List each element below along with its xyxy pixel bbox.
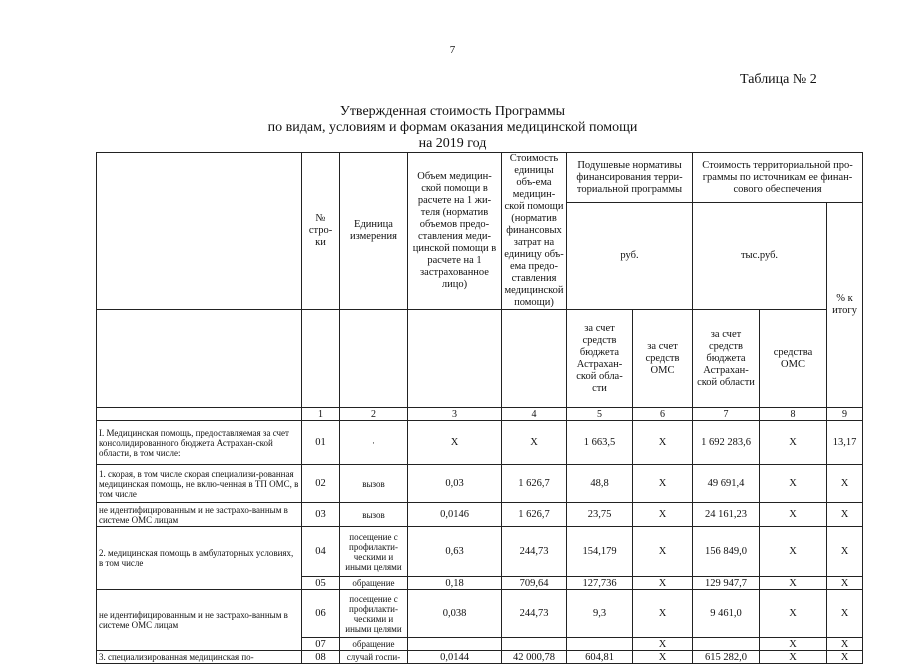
row-percent: Х [827, 638, 863, 651]
row-oms-per-capita: Х [633, 577, 693, 590]
row-budget-total: 615 282,0 [693, 651, 760, 664]
row-cost: 42 000,78 [502, 651, 567, 664]
table-row [97, 503, 863, 527]
column-number: 3 [408, 408, 502, 421]
row-oms-total: Х [760, 638, 827, 651]
table-label: Таблица № 2 [740, 72, 817, 87]
document-title [0, 104, 905, 152]
row-percent: Х [827, 503, 863, 527]
row-budget-per-capita: 604,81 [567, 651, 633, 664]
title-line-2: по видам, условиям и формам оказания медицинской помощи [267, 120, 638, 135]
row-percent: Х [827, 590, 863, 638]
row-budget-total: 129 947,7 [693, 577, 760, 590]
row-budget-per-capita [567, 638, 633, 651]
table-row [97, 590, 863, 638]
column-number [97, 408, 302, 421]
column-number: 9 [827, 408, 863, 421]
row-unit: · [340, 421, 408, 465]
row-no: 08 [302, 651, 340, 664]
row-oms-per-capita: Х [633, 503, 693, 527]
table-row [97, 527, 863, 577]
header-volume: Объем медицин-ской помощи в расчете на 1 жи-теля (норматив объемов предо-ставления меди-цинской помощи в расчете на 1 застрахованное лицо) [408, 153, 502, 310]
row-no: 04 [302, 527, 340, 577]
row-oms-total: Х [760, 590, 827, 638]
column-number: 6 [633, 408, 693, 421]
row-unit: обращение [340, 577, 408, 590]
header-row-no-cont [302, 310, 340, 408]
page-number: 7 [449, 44, 456, 56]
header-name-empty-2 [97, 310, 302, 408]
header-thousand-rub: тыс.руб. [693, 203, 827, 310]
row-oms-total: Х [760, 651, 827, 664]
row-budget-total: 156 849,0 [693, 527, 760, 577]
row-volume [408, 638, 502, 651]
row-oms-total: Х [760, 503, 827, 527]
row-oms-per-capita: Х [633, 638, 693, 651]
row-percent: Х [827, 651, 863, 664]
header-rub: руб. [567, 203, 693, 310]
row-budget-per-capita: 154,179 [567, 527, 633, 577]
row-oms-total: Х [760, 527, 827, 577]
row-oms-per-capita: Х [633, 527, 693, 577]
row-budget-per-capita: 1 663,5 [567, 421, 633, 465]
column-number: 8 [760, 408, 827, 421]
row-budget-per-capita: 127,736 [567, 577, 633, 590]
row-name: 3. специализированная медицинская по- [97, 651, 302, 664]
header-per-capita: Подушевые нормативы финансирования терри-ториальной программы [567, 153, 693, 203]
row-cost: 1 626,7 [502, 503, 567, 527]
header-cost-cont [502, 310, 567, 408]
row-cost: 1 626,7 [502, 465, 567, 503]
header-oms-total: средства ОМС [760, 310, 827, 408]
row-unit: посещение с профилакти-ческими и иными целями [340, 590, 408, 638]
row-oms-total: Х [760, 577, 827, 590]
table-row [97, 421, 863, 465]
row-unit: случай госпи- [340, 651, 408, 664]
title-line-3: на 2019 год [418, 136, 487, 151]
row-no: 02 [302, 465, 340, 503]
header-territorial: Стоимость территориальной про-граммы по источникам ее финан-сового обеспечения [693, 153, 863, 203]
row-unit: вызов [340, 465, 408, 503]
row-volume: 0,63 [408, 527, 502, 577]
row-no: 06 [302, 590, 340, 638]
column-number: 5 [567, 408, 633, 421]
row-volume: 0,0146 [408, 503, 502, 527]
row-name: 1. скорая, в том числе скорая специализи-рованная медицинская помощь, не вклю-ченная в ТП ОМС, в том числе [97, 465, 302, 503]
header-name-empty [97, 153, 302, 310]
header-budget-total: за счет средств бюджета Астрахан-ской области [693, 310, 760, 408]
row-cost [502, 638, 567, 651]
column-number: 4 [502, 408, 567, 421]
row-percent: 13,17 [827, 421, 863, 465]
row-budget-total: 9 461,0 [693, 590, 760, 638]
row-name: I. Медицинская помощь, предоставляемая за счет консолидированного бюджета Астрахан-ской области, в том числе: [97, 421, 302, 465]
header-cost-unit: Стоимость единицы объ-ема медицин-ской помощи (норматив финансовых затрат на единицу объ-ема предо-ставления медицинской помощи) [502, 153, 567, 310]
row-oms-total: Х [760, 465, 827, 503]
row-oms-per-capita: Х [633, 421, 693, 465]
row-budget-total: 24 161,23 [693, 503, 760, 527]
column-numbers-row [97, 408, 863, 421]
row-unit: посещение с профилакти-ческими и иными целями [340, 527, 408, 577]
row-cost: Х [502, 421, 567, 465]
row-unit: обращение [340, 638, 408, 651]
header-oms-per-capita: за счет средств ОМС [633, 310, 693, 408]
column-number: 7 [693, 408, 760, 421]
row-no: 01 [302, 421, 340, 465]
header-percent: % к итогу [827, 203, 863, 408]
row-cost: 244,73 [502, 590, 567, 638]
column-number: 1 [302, 408, 340, 421]
row-unit: вызов [340, 503, 408, 527]
row-oms-per-capita: Х [633, 651, 693, 664]
row-cost: 709,64 [502, 577, 567, 590]
row-volume: 0,038 [408, 590, 502, 638]
title-line-1: Утвержденная стоимость Программы [339, 104, 566, 119]
row-percent: Х [827, 465, 863, 503]
table-row [97, 651, 863, 664]
row-no: 07 [302, 638, 340, 651]
row-percent: Х [827, 577, 863, 590]
row-no: 03 [302, 503, 340, 527]
row-name: не идентифицированным и не застрахо-ванным в системе ОМС лицам [97, 503, 302, 527]
row-budget-total [693, 638, 760, 651]
row-budget-total: 1 692 283,6 [693, 421, 760, 465]
row-cost: 244,73 [502, 527, 567, 577]
header-unit-cont [340, 310, 408, 408]
row-no: 05 [302, 577, 340, 590]
row-oms-total: Х [760, 421, 827, 465]
table-row [97, 465, 863, 503]
header-volume-cont [408, 310, 502, 408]
row-budget-total: 49 691,4 [693, 465, 760, 503]
row-volume: 0,0144 [408, 651, 502, 664]
row-name: не идентифицированным и не застрахо-ванным в системе ОМС лицам [97, 590, 302, 651]
row-percent: Х [827, 527, 863, 577]
header-unit: Единица измерения [340, 153, 408, 310]
column-number: 2 [340, 408, 408, 421]
row-name: 2. медицинская помощь в амбулаторных условиях, в том числе [97, 527, 302, 590]
row-budget-per-capita: 23,75 [567, 503, 633, 527]
row-volume: 0,18 [408, 577, 502, 590]
row-budget-per-capita: 9,3 [567, 590, 633, 638]
row-volume: 0,03 [408, 465, 502, 503]
cost-table [96, 152, 863, 664]
row-oms-per-capita: Х [633, 590, 693, 638]
row-volume: Х [408, 421, 502, 465]
header-row-no: № стро-ки [302, 153, 340, 310]
header-budget-per-capita: за счет средств бюджета Астрахан-ской обла-сти [567, 310, 633, 408]
row-budget-per-capita: 48,8 [567, 465, 633, 503]
row-oms-per-capita: Х [633, 465, 693, 503]
